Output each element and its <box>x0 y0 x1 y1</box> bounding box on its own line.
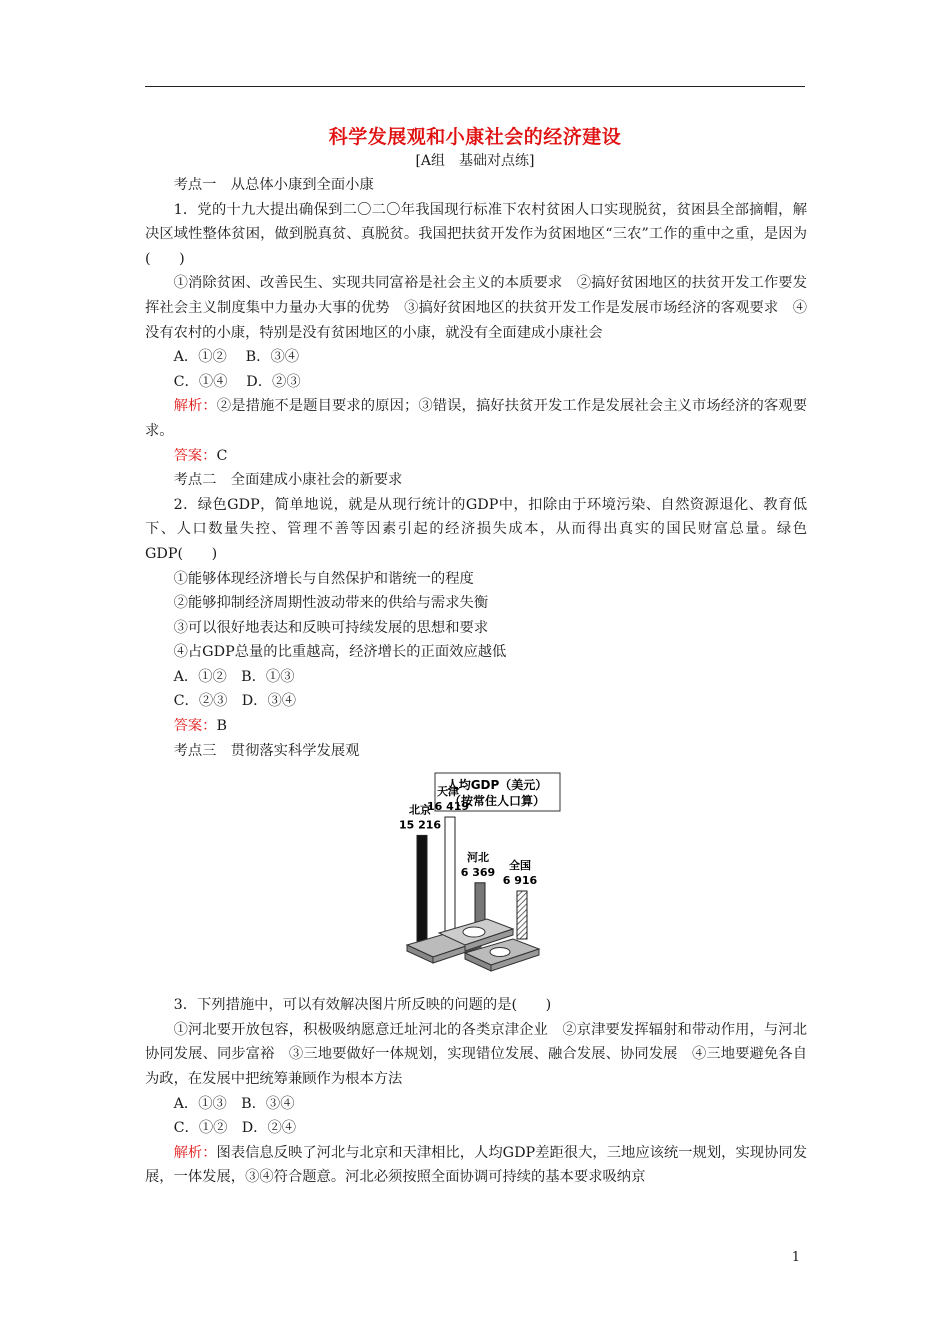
page-subtitle: [A组 基础对点练] <box>415 153 535 169</box>
section-heading: 考点二 全面建成小康社会的新要求 <box>173 472 403 489</box>
question-1-options-ab: A．①② B．③④ <box>173 349 300 366</box>
question-1-analysis <box>145 394 807 443</box>
question-2-statement-1: ①能够体现经济增长与自然保护和谐统一的程度 <box>173 570 474 587</box>
page-title: 科学发展观和小康社会的经济建设 <box>328 126 622 148</box>
question-2-statement-3: ③可以很好地表达和反映可持续发展的思想和要求 <box>173 619 489 636</box>
bar-value-label: 6 369 <box>460 866 496 880</box>
bar-category-label: 天津 <box>437 785 459 799</box>
question-3-options-cd: C．①② D．②④ <box>173 1120 297 1137</box>
answer-value: C <box>216 447 228 464</box>
question-1-statements: ①消除贫困、改善民生、实现共同富裕是社会主义的本质要求 ②搞好贫困地区的扶贫开发工作要发挥社会主义制度集中力量办大事的优势 ③搞好贫困地区的扶贫开发工作是发展市场经济的客观要求 ④没有农村的小康，特别是没有贫困地区的小康，就没有全面建成小康社会 <box>145 275 807 341</box>
question-1-options-cd: C．①④ D．②③ <box>173 373 301 390</box>
question-3-options-ab: A．①③ B．③④ <box>173 1095 295 1112</box>
question-2-options-cd: C．②③ D．③④ <box>173 693 297 710</box>
chart-subtitle: （按常住人口算） <box>448 794 546 809</box>
answer-label: 答案： <box>173 718 217 735</box>
bar-category-label: 全国 <box>509 859 531 873</box>
document-body <box>145 173 807 1190</box>
bar-category-label: 河北 <box>467 851 489 865</box>
bar-tianjin <box>445 817 455 931</box>
gdp-figure <box>145 763 807 993</box>
chart-title: 人均GDP（美元） <box>446 778 548 793</box>
page-number: 1 <box>791 1250 800 1265</box>
analysis-text: ②是措施不是题目要求的原因；③错误，搞好扶贫开发工作是发展社会主义市场经济的客观要求。 <box>145 398 808 439</box>
question-2-stem: 2．绿色GDP，简单地说，就是从现行统计的GDP中，扣除由于环境污染、自然资源退化、教育低下、人口数量失控、管理不善等因素引起的经济损失成本，从而得出真实的国民财富总量。绿色GDP( ) <box>145 496 807 562</box>
question-2-options-ab: A．①② B．①③ <box>173 668 295 685</box>
header-rule <box>145 86 805 87</box>
question-3-statements: ①河北要开放包容，积极吸纳愿意迁址河北的各类京津企业 ②京津要发挥辐射和带动作用，与河北协同发展、同步富裕 ③三地要做好一体规划，实现错位发展、融合发展、协同发展 ④三地要避免各自为政，在发展中把统筹兼顾作为根本方法 <box>145 1021 807 1088</box>
question-2-statement-4: ④占GDP总量的比重越高，经济增长的正面效应越低 <box>173 644 507 661</box>
bar-value-label: 15 216 <box>398 818 442 832</box>
analysis-text: 图表信息反映了河北与北京和天津相比，人均GDP差距很大，三地应该统一规划，实现协同发展，一体发展，③④符合题意。河北必须按照全面协调可持续的基本要求吸纳京 <box>145 1144 807 1186</box>
bar-value-label: 16 419 <box>426 800 470 814</box>
question-2-answer <box>145 714 807 739</box>
question-3-analysis <box>145 1141 807 1190</box>
bar-category-label: 北京 <box>409 803 431 817</box>
question-2-statement-2: ②能够抑制经济周期性波动带来的供给与需求失衡 <box>173 595 489 612</box>
section-heading: 考点三 贯彻落实科学发展观 <box>173 742 360 759</box>
question-1-stem: 1．党的十九大提出确保到二〇二〇年我国现行标准下农村贫困人口实现脱贫，贫困县全部摘帽，解决区域性整体贫困，做到脱真贫、真脱贫。我国把扶贫开发作为贫困地区“三农”工作的重中之重，是因为( ) <box>145 201 807 267</box>
answer-label: 答案： <box>173 447 217 464</box>
bar-beijing <box>417 836 427 942</box>
bar-national <box>517 891 527 939</box>
question-1-answer <box>145 444 807 469</box>
analysis-label: 解析： <box>173 398 217 415</box>
section-heading: 考点一 从总体小康到全面小康 <box>173 177 374 193</box>
bar-value-label: 6 916 <box>502 874 538 888</box>
gdp-chart <box>395 769 565 989</box>
analysis-label: 解析： <box>173 1144 217 1161</box>
question-3-stem: 3．下列措施中，可以有效解决图片所反映的问题的是( ) <box>173 997 552 1014</box>
answer-value: B <box>216 718 227 735</box>
